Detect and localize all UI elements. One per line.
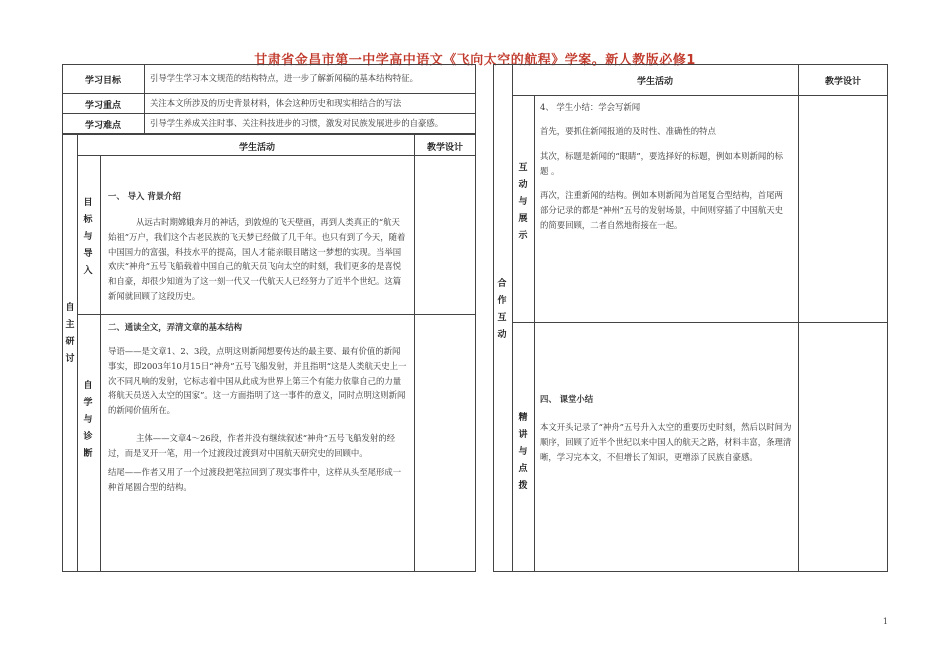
col-teaching-design: 教学设计 <box>426 143 463 153</box>
cooperation-box <box>493 64 888 572</box>
right-col-student-activity: 学生活动 <box>636 77 673 87</box>
row-text-difficulty: 引导学生养成关注时事、关注科技进步的习惯，激发对民族发展进步的自豪感。 <box>150 118 444 128</box>
label-interaction-display: 互动与展示 <box>518 163 528 241</box>
document-title: 甘肃省金昌市第一中学高中语文《飞向太空的航程》学案。新人教版必修1 <box>254 53 696 68</box>
summary-point-2: 其次，标题是新闻的“眼睛”，要选择好的标题，例如本则新闻的标题 。 <box>540 151 784 176</box>
row-text-goal: 引导学生学习本文规范的结构特点，进一步了解新闻稿的基本结构特征。 <box>150 73 418 83</box>
row-label-goal: 学习目标 <box>84 76 121 86</box>
class-summary-body: 本文开头记录了“神舟”五号升入太空的重要历史时刻，然后以时间为顺序，回顾了近半个世纪以来中国人的航天之路，材料丰富，条理清晰，学习完本文，不但增长了知识，更增添了民族自豪感。 <box>540 422 792 462</box>
section2-ending: 结尾——作者又用了一个过渡段把笔拉回到了现实事件中，这样从头至尾形成一种首尾圆合型的结构。 <box>108 467 402 492</box>
summary-point-3: 再次，注重新闻的结构。例如本则新闻为首尾复合型结构，首尾两部分记录的都是“神州”五号的发射场景，中间则穿插了中国航天史的简要回顾，二者自然地衔接在一起。 <box>540 190 784 230</box>
class-summary-heading: 四、 课堂小结 <box>540 394 594 404</box>
summary-point-1: 首先，要抓住新闻报道的及时性、准确性的特点 <box>540 126 716 136</box>
label-goal-intro: 目标与导入 <box>83 198 93 276</box>
section1-body: 从远古时期嫦娥奔月的神话，到敦煌的飞天壁画，再到人类真正的“航天始祖”万户，我们这个古老民族的飞天梦已经做了几千年。也只有到了今天，随着中国国力的富强，科技水平的提高，国人才能亲眼目睹这一梦想的实现。当举国欢庆“神舟”五号飞船载着中国自己的航天员飞向太空的时刻，我们更多的是喜悦和自豪，却很少知道为了这一刻一代又一代航天人已经努力了近半个世纪。这篇新闻就回顾了这段历史。 <box>108 217 406 301</box>
right-col-teaching-design: 教学设计 <box>824 77 861 87</box>
label-cooperation: 合作互动 <box>497 279 507 340</box>
section2-intro: 导语——是文章1、2、3段，点明这则新闻想要传达的最主要、最有价值的新闻事实，即2003年10月15日“神舟”五号飞船发射，并且指明“这是人类航天史上一次不同凡响的发射，它标志着中国从此成为世界上第三个有能力依靠自己的力量将航天员送入太空的国家”。这一方面指明了这一事件的意义，同时点明这则新闻的新闻价值所在。 <box>108 346 407 416</box>
label-self-study: 自主研讨 <box>65 303 75 364</box>
row-label-difficulty: 学习难点 <box>84 121 121 131</box>
page-number: 1 <box>882 617 888 626</box>
col-student-activity: 学生活动 <box>238 143 275 153</box>
section1-heading: 一、 导入 背景介绍 <box>108 191 181 201</box>
label-explain-guide: 精讲与点拨 <box>518 413 528 491</box>
label-self-diagnose: 自学与诊断 <box>83 381 93 459</box>
section2-heading: 二、通读全文，弄清文章的基本结构 <box>108 322 242 332</box>
section2-body: 主体——文章4～26段，作者并没有继续叙述“神舟”五号飞船发射的经过，而是叉开一笔，用一个过渡段过渡到对中国航天研究史的回顾中。 <box>108 433 396 458</box>
row-label-focus: 学习重点 <box>84 101 121 111</box>
summary-title: 4、 学生小结：学会写新闻 <box>540 102 641 112</box>
row-text-focus: 关注本文所涉及的历史背景材料，体会这种历史和现实相结合的写法 <box>150 98 402 108</box>
